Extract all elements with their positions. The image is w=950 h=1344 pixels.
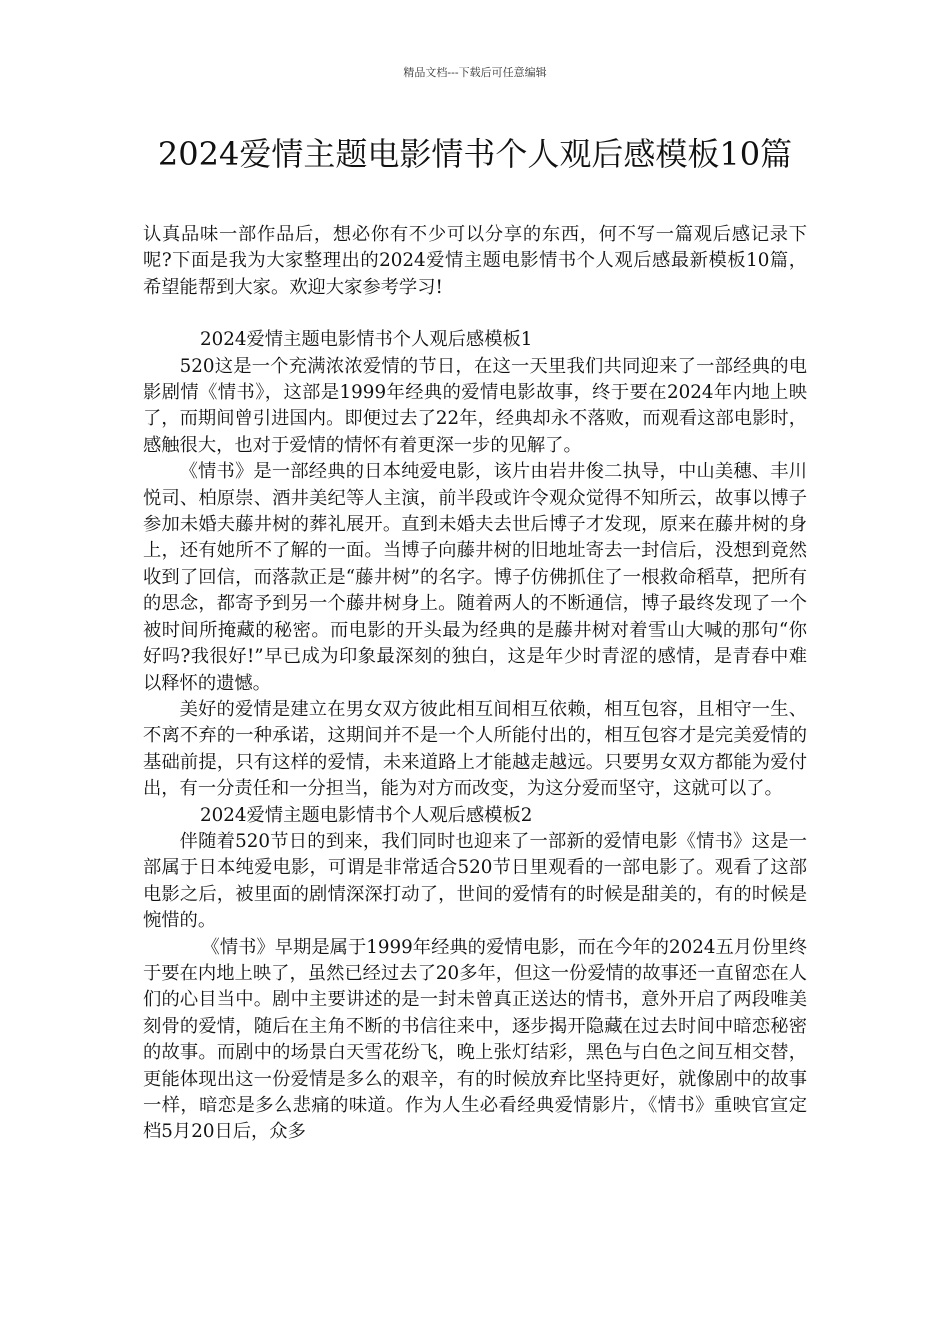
- section-1-paragraph-2: 《情书》是一部经典的日本纯爱电影，该片由岩井俊二执导，中山美穗、丰川悦司、柏原崇、酒井美纪等人主演，前半段或许令观众觉得不知所云，故事以博子参加未婚夫藤井树的葬礼展开。直到未婚夫去世后博子才发现，原来在藤井树的身上，还有她所不了解的一面。当博子向藤井树的旧地址寄去一封信后，没想到竟然收到了回信，而落款正是“藤井树”的名字。博子仿佛抓住了一根救命稻草，把所有的思念，都寄予到另一个藤井树身上。随着两人的不断通信，博子最终发现了一个被时间所掩藏的秘密。而电影的开头最为经典的是藤井树对着雪山大喊的那句“你好吗?我很好!”早已成为印象最深刻的独白，这是年少时青涩的感情，是青春中难以释怀的遗憾。: [143, 461, 807, 694]
- section-1-paragraph-3: 美好的爱情是建立在男女双方彼此相互间相互依赖，相互包容，且相守一生、不离不弃的一种承诺，这期间并不是一个人所能付出的，相互包容才是完美爱情的基础前提，只有这样的爱情，未来道路上才能越走越远。只要男女双方都能为爱付出，有一分责任和一分担当，能为对方而改变，为这分爱而坚守，这就可以了。: [143, 698, 807, 800]
- document-body: [143, 222, 807, 1146]
- section-heading-2: 2024爱情主题电影情书个人观后感模板2: [200, 804, 533, 826]
- document-title: 2024爱情主题电影情书个人观后感模板10篇: [157, 135, 793, 173]
- section-heading-1: 2024爱情主题电影情书个人观后感模板1: [200, 329, 533, 351]
- section-1-paragraph-1: 520这是一个充满浓浓爱情的节日，在这一天里我们共同迎来了一部经典的电影剧情《情书》，这部是1999年经典的爱情电影故事，终于要在2024年内地上映了，而期间曾引进国内。即便过去了22年，经典却永不落败，而观看这部电影时，感触很大，也对于爱情的情怀有着更深一步的见解了。: [143, 355, 807, 456]
- intro-paragraph: 认真品味一部作品后，想必你有不少可以分享的东西，何不写一篇观后感记录下呢?下面是我为大家整理出的2024爱情主题电影情书个人观后感最新模板10篇，希望能帮到大家。欢迎大家参考学习!: [143, 224, 807, 298]
- section-2-paragraph-1: 伴随着520节日的到来，我们同时也迎来了一部新的爱情电影《情书》这是一部属于日本纯爱电影，可谓是非常适合520节日里观看的一部电影了。观看了这部电影之后，被里面的剧情深深打动了，世间的爱情有的时候是甜美的，有的时候是惋惜的。: [143, 830, 807, 932]
- section-2-paragraph-2: 《情书》早期是属于1999年经典的爱情电影，而在今年的2024五月份里终于要在内地上映了，虽然已经过去了20多年，但这一份爱情的故事还一直留恋在人们的心目当中。剧中主要讲述的是一封未曾真正送达的情书，意外开启了两段唯美刻骨的爱情，随后在主角不断的书信往来中，逐步揭开隐藏在过去时间中暗恋秘密的故事。而剧中的场景白天雪花纷飞，晚上张灯结彩，黑色与白色之间互相交替，更能体现出这一份爱情是多么的艰辛，有的时候放弃比坚持更好，就像剧中的故事一样，暗恋是多么悲痛的味道。作为人生必看经典爱情影片，《情书》重映官宣定档5月20日后，众多: [143, 936, 807, 1143]
- page-header: 精品文档---下载后可任意编辑: [403, 66, 547, 79]
